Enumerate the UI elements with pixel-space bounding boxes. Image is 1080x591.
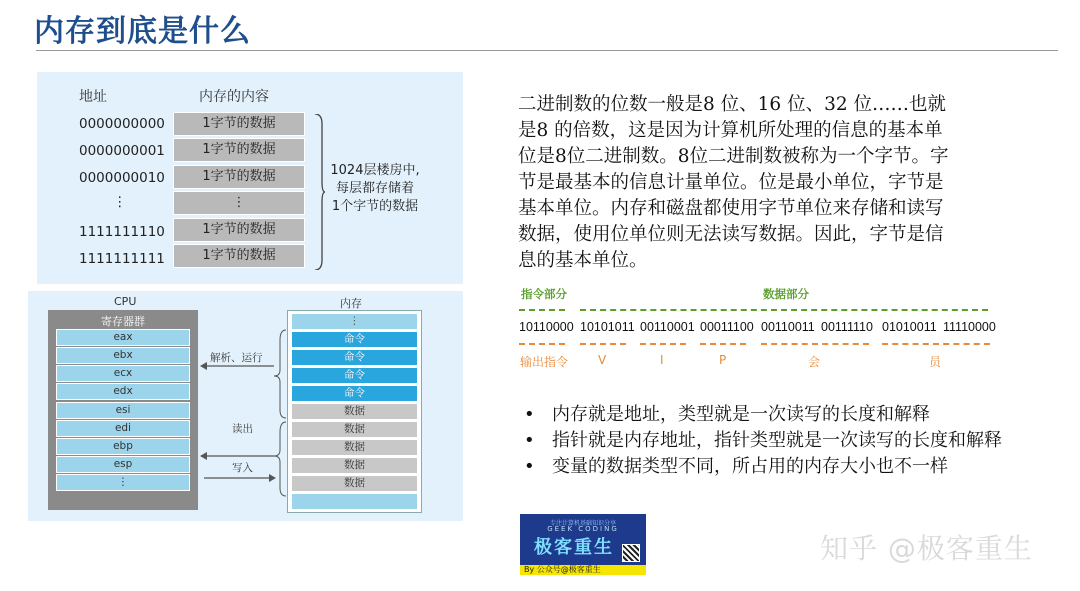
register-ecx: ecx <box>56 365 190 382</box>
data-part-label: 数据部分 <box>763 287 809 301</box>
memory-cell-1: 1字节的数据 <box>173 138 305 162</box>
register-ebp: ebp <box>56 438 190 455</box>
brace-note-line: 1个字节的数据 <box>331 199 419 214</box>
cpu-box <box>48 310 198 510</box>
data-dash <box>580 309 988 311</box>
memory-label: 内存 <box>340 297 362 310</box>
bullet-item <box>524 454 1002 480</box>
binary-value: 00110001 <box>640 320 695 334</box>
address-2: 0000000010 <box>79 170 165 186</box>
register-eax: eax <box>56 329 190 346</box>
title-divider <box>36 50 1058 51</box>
page-title: 内存到底是什么 <box>34 14 251 49</box>
address-ellipsis: ⋮ <box>113 194 127 210</box>
output-char: 会 <box>808 355 821 369</box>
binary-value: 01010011 <box>882 320 937 334</box>
arrow-label-read: 读出 <box>232 423 253 435</box>
memory-data: 数据 <box>291 403 418 420</box>
instruction-dash <box>519 309 565 311</box>
memory-diagram <box>37 72 463 284</box>
memory-command: 命令 <box>291 385 418 402</box>
memory-data: 数据 <box>291 439 418 456</box>
logo-chinese: 极客重生 <box>534 537 614 558</box>
output-char: P <box>719 353 727 367</box>
memory-cell-ellipsis: ⋮ <box>173 191 305 215</box>
summary-bullets <box>524 402 1002 480</box>
address-n-1: 1111111110 <box>79 224 165 240</box>
cpu-label: CPU <box>114 295 137 308</box>
content-header: 内存的内容 <box>199 89 269 105</box>
memory-data: 数据 <box>291 475 418 492</box>
register-group-title: 寄存器群 <box>101 315 145 328</box>
memory-cell-0: 1字节的数据 <box>173 112 305 136</box>
bullet-dot-icon: • <box>524 430 535 451</box>
memory-command: 命令 <box>291 367 418 384</box>
logo-tagline: 专注计算机基础知识分享 <box>549 520 616 527</box>
output-dash <box>882 343 990 345</box>
memory-bottom-cell <box>291 493 418 510</box>
output-dash <box>640 343 686 345</box>
memory-column <box>287 310 422 513</box>
memory-command: 命令 <box>291 331 418 348</box>
output-dash <box>519 343 565 345</box>
brand-logo <box>520 514 646 575</box>
bullet-dot-icon: • <box>524 456 535 477</box>
cpu-memory-diagram <box>28 291 463 521</box>
arrow-label-write: 写入 <box>232 462 253 474</box>
arrow-label-parse: 解析、运行 <box>210 352 263 364</box>
register-esp: esp <box>56 456 190 473</box>
register-esi: esi <box>56 402 190 419</box>
register-edx: edx <box>56 383 190 400</box>
bullet-item <box>524 428 1002 454</box>
right-brace-icon <box>313 114 325 270</box>
brace-note-line: 每层都存储着 <box>335 181 414 196</box>
brace-note <box>325 162 425 216</box>
memory-cell-n: 1字节的数据 <box>173 244 305 268</box>
output-dash <box>761 343 869 345</box>
logo-byline: By 公众号@极客重生 <box>520 565 646 575</box>
output-char: 员 <box>929 355 942 369</box>
output-char: V <box>598 353 607 367</box>
bullet-text: 内存就是地址，类型就是一次读写的长度和解释 <box>552 404 930 425</box>
output-dash <box>580 343 626 345</box>
memory-cell-n-1: 1字节的数据 <box>173 218 305 242</box>
address-1: 0000000001 <box>79 143 165 159</box>
brace-note-line: 1024层楼房中, <box>330 163 420 178</box>
binary-value: 00111110 <box>821 320 873 334</box>
memory-top-ellipsis: ⋮ <box>291 313 418 330</box>
logo-english: GEEK CODING <box>547 525 619 533</box>
bullet-text: 变量的数据类型不同，所占用的内存大小也不一样 <box>552 456 948 477</box>
address-0: 0000000000 <box>79 116 165 132</box>
bullet-dot-icon: • <box>524 404 535 425</box>
binary-value: 11110000 <box>943 320 996 334</box>
register-ebx: ebx <box>56 347 190 364</box>
output-dash <box>700 343 746 345</box>
binary-value: 00110011 <box>761 320 815 334</box>
output-instruction-label: 输出指令 <box>520 355 569 369</box>
arrows-icon <box>200 310 288 510</box>
output-char: I <box>660 353 664 367</box>
bullet-item <box>524 402 1002 428</box>
binary-value: 00011100 <box>700 320 754 334</box>
zhihu-watermark: 知乎 @极客重生 <box>820 532 1033 565</box>
memory-data: 数据 <box>291 457 418 474</box>
memory-data: 数据 <box>291 421 418 438</box>
explanation-paragraph: 二进制数的位数一般是8 位、16 位、32 位……也就是8 的倍数，这是因为计算机所处理的信息的基本单位是8位二进制数。8位二进制数被称为一个字节。字节是最基本的信息计量单位。位是最小单位，字节是基本单位。内存和磁盘都使用字节单位来存储和读写数据，使用位单位则无法读写数据。因此，字节是信息的基本单位。 <box>518 94 949 271</box>
instruction-part-label: 指令部分 <box>521 287 567 301</box>
binary-value: 10110000 <box>519 320 574 334</box>
qr-code-icon <box>622 544 640 562</box>
register-edi: edi <box>56 420 190 437</box>
binary-value: 10101011 <box>580 320 635 334</box>
memory-cell-2: 1字节的数据 <box>173 165 305 189</box>
bullet-text: 指针就是内存地址，指针类型就是一次读写的长度和解释 <box>552 430 1002 451</box>
address-n: 1111111111 <box>79 251 165 267</box>
memory-command: 命令 <box>291 349 418 366</box>
register-ellipsis: ⋮ <box>56 474 190 491</box>
address-header: 地址 <box>79 89 107 105</box>
